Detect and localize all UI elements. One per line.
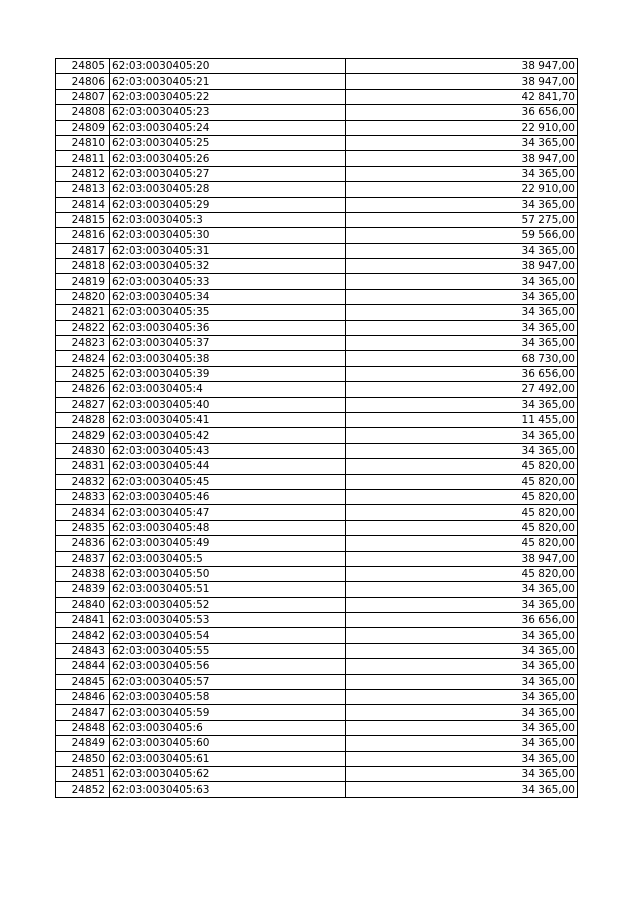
cadastral-number-cell: 62:03:0030405:37 [110,336,346,351]
table-row [56,613,578,628]
cadastral-value-cell: 34 365,00 [346,443,578,458]
row-number-cell: 24849 [56,736,110,751]
cadastral-value-cell: 38 947,00 [346,59,578,74]
cadastral-value-cell: 34 365,00 [346,274,578,289]
row-number-cell: 24845 [56,674,110,689]
cadastral-number-cell: 62:03:0030405:39 [110,366,346,381]
table-row [56,59,578,74]
cadastral-value-cell: 59 566,00 [346,228,578,243]
cadastral-number-cell: 62:03:0030405:40 [110,397,346,412]
cadastral-value-cell: 34 365,00 [346,782,578,797]
cadastral-value-cell: 27 492,00 [346,382,578,397]
cadastral-number-cell: 62:03:0030405:57 [110,674,346,689]
cadastral-value-cell: 22 910,00 [346,182,578,197]
table-row [56,351,578,366]
cadastral-number-cell: 62:03:0030405:62 [110,766,346,781]
table-row [56,674,578,689]
row-number-cell: 24822 [56,320,110,335]
row-number-cell: 24851 [56,766,110,781]
cadastral-number-cell: 62:03:0030405:21 [110,74,346,89]
row-number-cell: 24814 [56,197,110,212]
cadastral-value-cell: 34 365,00 [346,751,578,766]
row-number-cell: 24812 [56,166,110,181]
cadastral-number-cell: 62:03:0030405:24 [110,120,346,135]
table-row [56,474,578,489]
table-row [56,259,578,274]
table-row [56,274,578,289]
table-row [56,336,578,351]
cadastral-number-cell: 62:03:0030405:4 [110,382,346,397]
cadastral-number-cell: 62:03:0030405:5 [110,551,346,566]
table-row [56,628,578,643]
cadastral-value-cell: 34 365,00 [346,320,578,335]
row-number-cell: 24826 [56,382,110,397]
table-row [56,597,578,612]
cadastral-number-cell: 62:03:0030405:6 [110,720,346,735]
cadastral-number-cell: 62:03:0030405:32 [110,259,346,274]
table-row [56,228,578,243]
table-row [56,566,578,581]
row-number-cell: 24838 [56,566,110,581]
table-row [56,212,578,227]
cadastral-number-cell: 62:03:0030405:50 [110,566,346,581]
table-row [56,151,578,166]
cadastral-number-cell: 62:03:0030405:52 [110,597,346,612]
table-row [56,428,578,443]
table-row [56,74,578,89]
cadastral-value-cell: 34 365,00 [346,674,578,689]
cadastral-number-cell: 62:03:0030405:55 [110,643,346,658]
cadastral-number-cell: 62:03:0030405:25 [110,135,346,150]
cadastral-number-cell: 62:03:0030405:44 [110,459,346,474]
cadastral-value-cell: 45 820,00 [346,566,578,581]
cadastral-number-cell: 62:03:0030405:33 [110,274,346,289]
cadastral-number-cell: 62:03:0030405:41 [110,412,346,427]
cadastral-number-cell: 62:03:0030405:35 [110,305,346,320]
cadastral-number-cell: 62:03:0030405:27 [110,166,346,181]
table-row [56,551,578,566]
row-number-cell: 24818 [56,259,110,274]
cadastral-number-cell: 62:03:0030405:34 [110,289,346,304]
table-row [56,197,578,212]
row-number-cell: 24819 [56,274,110,289]
row-number-cell: 24806 [56,74,110,89]
cadastral-number-cell: 62:03:0030405:54 [110,628,346,643]
table-row [56,705,578,720]
row-number-cell: 24840 [56,597,110,612]
row-number-cell: 24809 [56,120,110,135]
cadastral-value-cell: 11 455,00 [346,412,578,427]
row-number-cell: 24841 [56,613,110,628]
cadastral-value-cell: 34 365,00 [346,720,578,735]
row-number-cell: 24829 [56,428,110,443]
cadastral-value-cell: 45 820,00 [346,489,578,504]
row-number-cell: 24824 [56,351,110,366]
row-number-cell: 24836 [56,536,110,551]
cadastral-number-cell: 62:03:0030405:46 [110,489,346,504]
row-number-cell: 24808 [56,105,110,120]
table-row [56,505,578,520]
cadastral-number-cell: 62:03:0030405:3 [110,212,346,227]
row-number-cell: 24839 [56,582,110,597]
table-row [56,736,578,751]
row-number-cell: 24834 [56,505,110,520]
table-row [56,289,578,304]
row-number-cell: 24828 [56,412,110,427]
table-row [56,443,578,458]
table-row [56,690,578,705]
cadastral-number-cell: 62:03:0030405:61 [110,751,346,766]
table-row [56,766,578,781]
table-row [56,89,578,104]
cadastral-number-cell: 62:03:0030405:45 [110,474,346,489]
cadastral-value-cell: 45 820,00 [346,520,578,535]
cadastral-value-cell: 34 365,00 [346,705,578,720]
table-row [56,459,578,474]
cadastral-value-cell: 36 656,00 [346,366,578,381]
cadastral-value-cell: 34 365,00 [346,336,578,351]
cadastral-value-cell: 38 947,00 [346,259,578,274]
table-row [56,182,578,197]
cadastral-value-cell: 34 365,00 [346,736,578,751]
row-number-cell: 24848 [56,720,110,735]
cadastral-value-cell: 34 365,00 [346,659,578,674]
table-row [56,412,578,427]
cadastral-value-cell: 34 365,00 [346,135,578,150]
cadastral-value-cell: 45 820,00 [346,459,578,474]
cadastral-value-cell: 34 365,00 [346,397,578,412]
table-body [56,59,578,798]
row-number-cell: 24846 [56,690,110,705]
cadastral-value-cell: 34 365,00 [346,197,578,212]
table-row [56,382,578,397]
cadastral-number-cell: 62:03:0030405:23 [110,105,346,120]
row-number-cell: 24842 [56,628,110,643]
row-number-cell: 24850 [56,751,110,766]
cadastral-number-cell: 62:03:0030405:59 [110,705,346,720]
table-row [56,166,578,181]
cadastral-value-cell: 34 365,00 [346,766,578,781]
cadastral-value-cell: 42 841,70 [346,89,578,104]
row-number-cell: 24837 [56,551,110,566]
row-number-cell: 24816 [56,228,110,243]
cadastral-number-cell: 62:03:0030405:22 [110,89,346,104]
cadastral-number-cell: 62:03:0030405:20 [110,59,346,74]
row-number-cell: 24813 [56,182,110,197]
row-number-cell: 24815 [56,212,110,227]
table-row [56,643,578,658]
cadastral-value-cell: 34 365,00 [346,628,578,643]
cadastral-number-cell: 62:03:0030405:63 [110,782,346,797]
row-number-cell: 24821 [56,305,110,320]
row-number-cell: 24835 [56,520,110,535]
table-row [56,305,578,320]
cadastral-number-cell: 62:03:0030405:36 [110,320,346,335]
table-row [56,659,578,674]
table-row [56,320,578,335]
row-number-cell: 24827 [56,397,110,412]
row-number-cell: 24833 [56,489,110,504]
row-number-cell: 24843 [56,643,110,658]
cadastral-value-cell: 34 365,00 [346,428,578,443]
cadastral-number-cell: 62:03:0030405:49 [110,536,346,551]
cadastral-number-cell: 62:03:0030405:28 [110,182,346,197]
cadastral-value-cell: 34 365,00 [346,243,578,258]
cadastral-value-cell: 57 275,00 [346,212,578,227]
cadastral-value-table [55,58,578,798]
cadastral-value-cell: 22 910,00 [346,120,578,135]
row-number-cell: 24810 [56,135,110,150]
cadastral-value-cell: 38 947,00 [346,151,578,166]
table-row [56,397,578,412]
cadastral-number-cell: 62:03:0030405:51 [110,582,346,597]
table-row [56,582,578,597]
table-row [56,782,578,797]
row-number-cell: 24825 [56,366,110,381]
cadastral-value-cell: 38 947,00 [346,74,578,89]
row-number-cell: 24832 [56,474,110,489]
table-row [56,489,578,504]
table-row [56,536,578,551]
cadastral-number-cell: 62:03:0030405:53 [110,613,346,628]
cadastral-value-cell: 45 820,00 [346,536,578,551]
table-row [56,520,578,535]
cadastral-value-cell: 34 365,00 [346,166,578,181]
row-number-cell: 24820 [56,289,110,304]
cadastral-value-cell: 34 365,00 [346,690,578,705]
cadastral-value-cell: 68 730,00 [346,351,578,366]
cadastral-value-cell: 34 365,00 [346,305,578,320]
cadastral-value-cell: 34 365,00 [346,643,578,658]
cadastral-number-cell: 62:03:0030405:26 [110,151,346,166]
cadastral-number-cell: 62:03:0030405:29 [110,197,346,212]
table-row [56,243,578,258]
row-number-cell: 24805 [56,59,110,74]
cadastral-number-cell: 62:03:0030405:58 [110,690,346,705]
cadastral-number-cell: 62:03:0030405:31 [110,243,346,258]
row-number-cell: 24847 [56,705,110,720]
cadastral-number-cell: 62:03:0030405:60 [110,736,346,751]
row-number-cell: 24830 [56,443,110,458]
table-row [56,135,578,150]
row-number-cell: 24817 [56,243,110,258]
cadastral-value-cell: 34 365,00 [346,582,578,597]
cadastral-value-cell: 45 820,00 [346,474,578,489]
table-row [56,120,578,135]
table-row [56,751,578,766]
cadastral-value-cell: 38 947,00 [346,551,578,566]
cadastral-number-cell: 62:03:0030405:43 [110,443,346,458]
cadastral-number-cell: 62:03:0030405:42 [110,428,346,443]
row-number-cell: 24811 [56,151,110,166]
table-row [56,366,578,381]
cadastral-value-cell: 36 656,00 [346,105,578,120]
cadastral-number-cell: 62:03:0030405:38 [110,351,346,366]
cadastral-value-cell: 36 656,00 [346,613,578,628]
cadastral-number-cell: 62:03:0030405:56 [110,659,346,674]
table-row [56,105,578,120]
cadastral-value-cell: 34 365,00 [346,597,578,612]
cadastral-value-cell: 34 365,00 [346,289,578,304]
row-number-cell: 24807 [56,89,110,104]
row-number-cell: 24823 [56,336,110,351]
table-row [56,720,578,735]
cadastral-number-cell: 62:03:0030405:47 [110,505,346,520]
cadastral-value-cell: 45 820,00 [346,505,578,520]
row-number-cell: 24852 [56,782,110,797]
cadastral-number-cell: 62:03:0030405:48 [110,520,346,535]
cadastral-number-cell: 62:03:0030405:30 [110,228,346,243]
row-number-cell: 24844 [56,659,110,674]
row-number-cell: 24831 [56,459,110,474]
